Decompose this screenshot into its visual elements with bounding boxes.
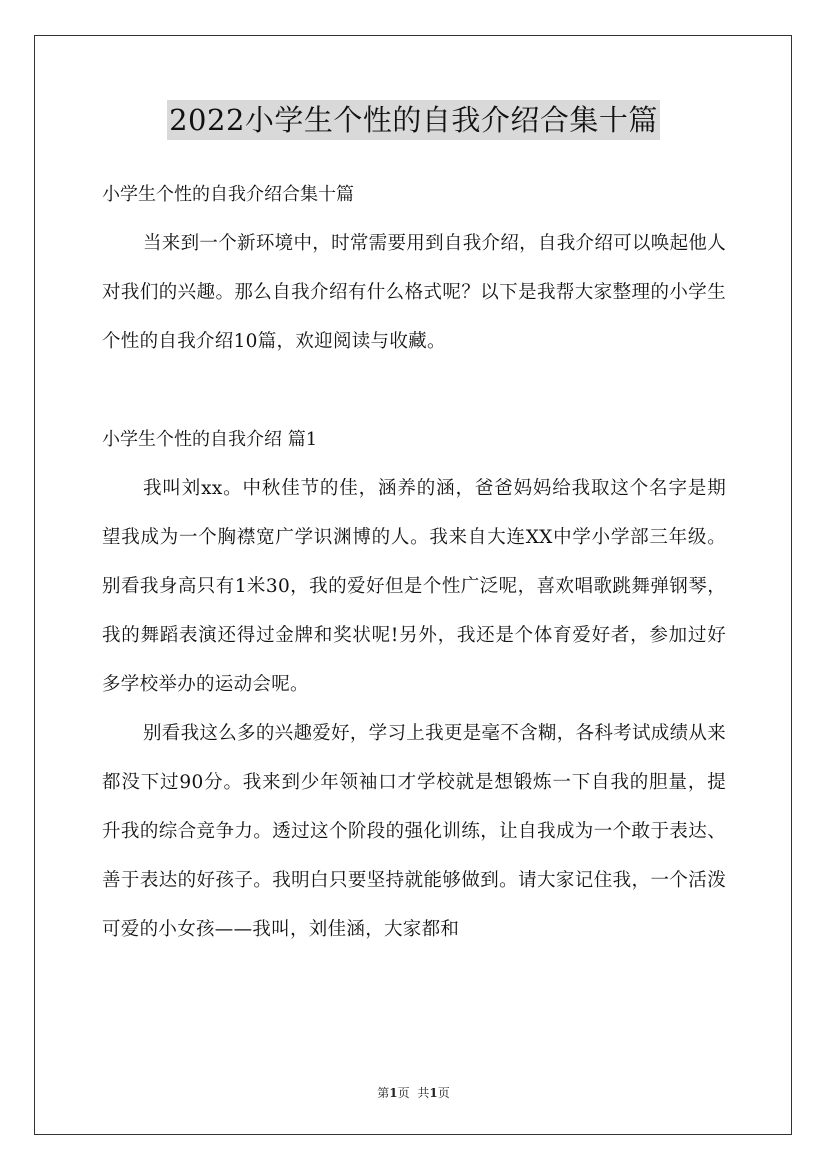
paragraph-gap [102,366,726,415]
document-title: 2022小学生个性的自我介绍合集十篇 [167,100,660,140]
page-prefix: 第 [377,1086,390,1100]
intro-paragraph: 当来到一个新环境中，时常需要用到自我介绍，自我介绍可以唤起他人对我们的兴趣。那么自我介绍有什么格式呢？以下是我帮大家整理的小学生个性的自我介绍10篇，欢迎阅读与收藏。 [102,233,726,352]
page-suffix: 页 [397,1086,410,1100]
document-body [102,170,726,954]
total-prefix: 共 [417,1086,430,1100]
intro-heading: 小学生个性的自我介绍合集十篇 [102,184,354,205]
section1-heading: 小学生个性的自我介绍 篇1 [102,429,318,450]
title-container [0,100,827,140]
total-number: 1 [429,1086,438,1100]
section1-paragraph-1: 我叫刘xx。中秋佳节的佳，涵养的涵，爸爸妈妈给我取这个名字是期望我成为一个胸襟宽广学识渊博的人。我来自大连XX中学小学部三年级。别看我身高只有1米30，我的爱好但是个性广泛呢，喜欢唱歌跳舞弹钢琴，我的舞蹈表演还得过金牌和奖状呢!另外，我还是个体育爱好者，参加过好多学校举办的运动会呢。 [102,478,726,695]
page-number: 1 [389,1086,398,1100]
section1-paragraph-2: 别看我这么多的兴趣爱好，学习上我更是毫不含糊，各科考试成绩从来都没下过90分。我来到少年领袖口才学校就是想锻炼一下自我的胆量，提升我的综合竞争力。透过这个阶段的强化训练，让自我成为一个敢于表达、善于表达的好孩子。我明白只要坚持就能够做到。请大家记住我，一个活泼可爱的小女孩——我叫，刘佳涵，大家都和 [102,723,726,940]
page-footer [0,1084,827,1101]
total-suffix: 页 [437,1086,450,1100]
